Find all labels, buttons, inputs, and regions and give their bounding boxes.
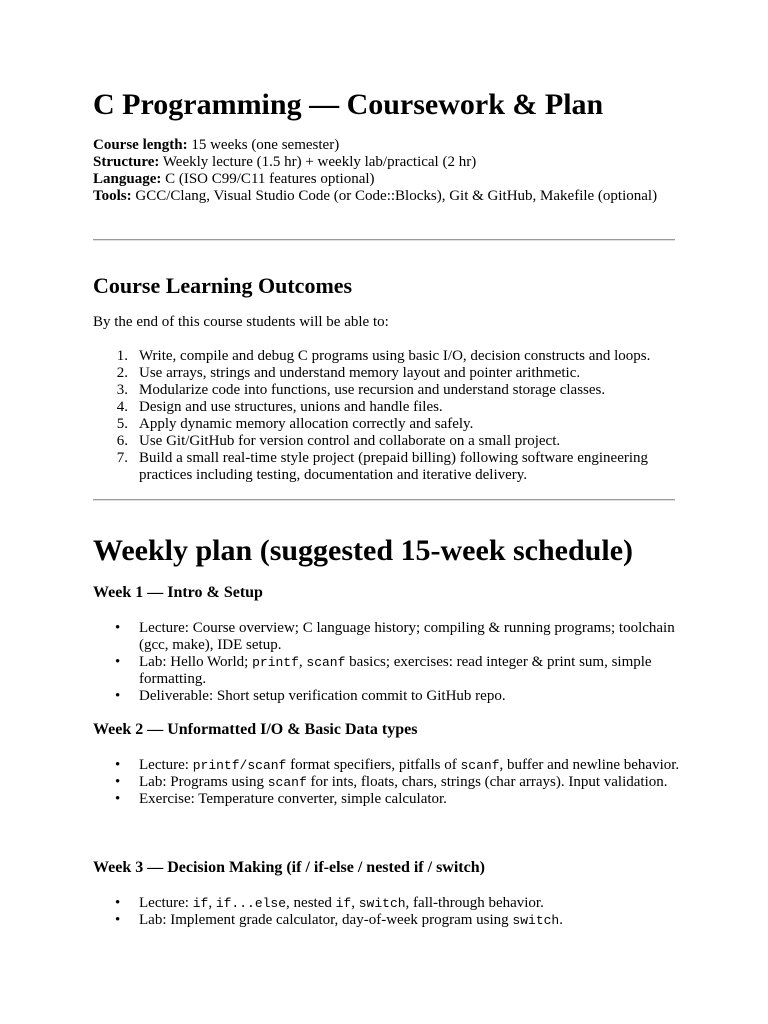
- outcomes-heading: Course Learning Outcomes: [93, 273, 353, 298]
- list-item: • Lecture: if, if...else, nested if, switch, fall-through behavior.: [115, 895, 544, 911]
- list-item: • Lecture: Course overview; C language history; compiling & running programs; toolchain (gcc, make), IDE setup.: [115, 620, 675, 653]
- meta-structure: Structure: Weekly lecture (1.5 hr) + weekly lab/practical (2 hr): [93, 154, 477, 170]
- bullet-icon: •: [115, 688, 121, 704]
- list-item: • Lab: Programs using scanf for ints, floats, chars, strings (char arrays). Input validation.: [115, 774, 668, 790]
- bullet-icon: •: [115, 757, 121, 773]
- outcomes-list: [93, 348, 693, 484]
- list-item: 2. Use arrays, strings and understand memory layout and pointer arithmetic.: [116, 365, 581, 381]
- list-item: 6. Use Git/GitHub for version control and collaborate on a small project.: [116, 433, 561, 449]
- week-1-heading: Week 1 — Intro & Setup: [93, 584, 263, 601]
- weekly-plan-heading: Weekly plan (suggested 15-week schedule): [93, 534, 633, 567]
- bullet-icon: •: [115, 895, 121, 911]
- bullet-icon: •: [115, 791, 121, 807]
- divider: [93, 499, 675, 501]
- list-item: • Lab: Implement grade calculator, day-of-week program using switch.: [115, 912, 563, 928]
- meta-tools: Tools: GCC/Clang, Visual Studio Code (or Code::Blocks), Git & GitHub, Makefile (optional): [93, 188, 658, 204]
- week-2-list: [93, 757, 683, 808]
- list-item: 5. Apply dynamic memory allocation correctly and safely.: [116, 416, 474, 432]
- list-item: • Exercise: Temperature converter, simple calculator.: [115, 791, 447, 807]
- week-3-list: [93, 895, 683, 929]
- week-1-list: [93, 620, 683, 705]
- bullet-icon: •: [115, 654, 121, 670]
- week-2-heading: Week 2 — Unformatted I/O & Basic Data types: [93, 721, 418, 738]
- course-meta: [93, 137, 683, 205]
- list-item: 3. Modularize code into functions, use recursion and understand storage classes.: [116, 382, 606, 398]
- divider: [93, 239, 675, 241]
- list-item: • Lab: Hello World; printf, scanf basics; exercises: read integer & print sum, simple formatting.: [115, 654, 652, 687]
- bullet-icon: •: [115, 774, 121, 790]
- page-title: C Programming — Coursework & Plan: [93, 88, 604, 121]
- bullet-icon: •: [115, 912, 121, 928]
- list-item: • Deliverable: Short setup verification commit to GitHub repo.: [115, 688, 506, 704]
- bullet-icon: •: [115, 620, 121, 636]
- outcomes-intro: By the end of this course students will be able to:: [93, 314, 389, 330]
- list-item: • Lecture: printf/scanf format specifiers, pitfalls of scanf, buffer and newline behavior.: [115, 757, 680, 773]
- meta-language: Language: C (ISO C99/C11 features optional): [93, 171, 375, 187]
- week-3-heading: Week 3 — Decision Making (if / if-else / nested if / switch): [93, 859, 485, 876]
- list-item: 1. Write, compile and debug C programs using basic I/O, decision constructs and loops.: [116, 348, 651, 364]
- meta-course-length: Course length: 15 weeks (one semester): [93, 137, 340, 153]
- list-item: 7. Build a small real-time style project (prepaid billing) following software engineering practices including testing, documentation and iterative delivery.: [116, 450, 649, 483]
- list-item: 4. Design and use structures, unions and handle files.: [116, 399, 443, 415]
